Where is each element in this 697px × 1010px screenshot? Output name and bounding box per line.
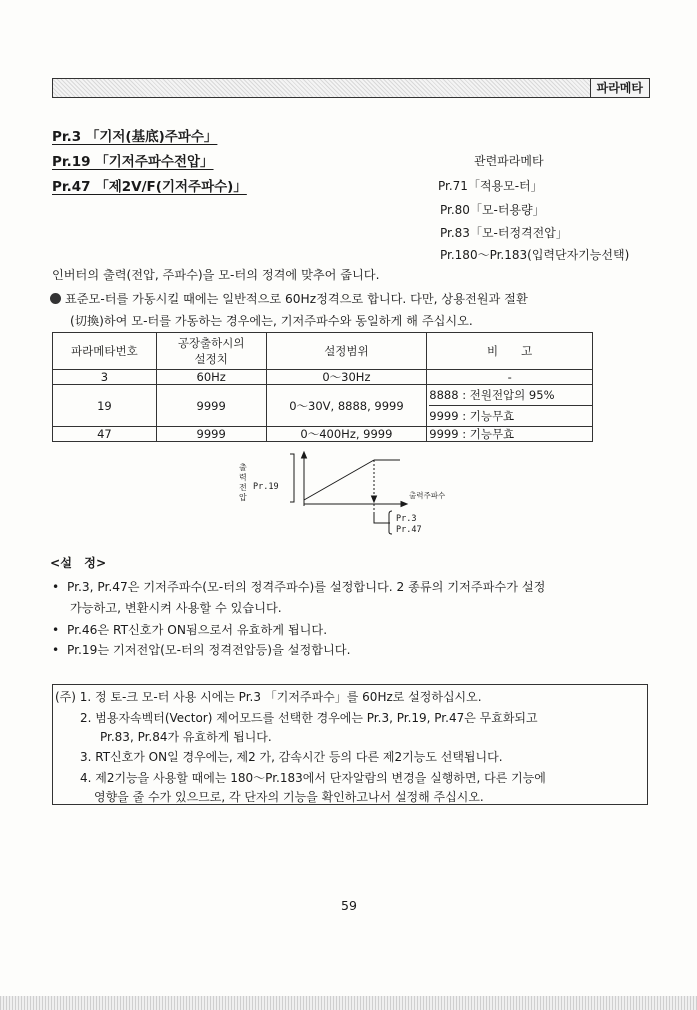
related-param-item: Pr.80「모-터용량」 [440, 203, 545, 217]
section-header-label: 파라메타 [590, 79, 649, 97]
table-row [53, 385, 593, 427]
x-marker-label-2: Pr.47 [396, 525, 422, 535]
bullet-circle-icon [50, 293, 61, 304]
base-frequency-arrow-icon [372, 496, 377, 502]
settings-item-text: Pr.3, Pr.47은 기저주파수(모-터의 정격주파수)를 설정합니다. 2 종류의 기저주파수가 설정 [66, 580, 546, 594]
section-header-bar [52, 78, 650, 98]
y-axis-arrow-icon [302, 452, 307, 458]
settings-item [52, 578, 545, 595]
note-line: 3. RT신호가 ON일 경우에는, 제2 가, 감속시간 등의 다른 제2기능도 선택됩니다. [80, 750, 503, 764]
cell-param: 3 [53, 370, 157, 385]
header-factory-line-1: 공장출하시의 [177, 336, 245, 350]
cell-param: 19 [53, 385, 157, 427]
cell-remarks [427, 385, 593, 427]
cell-range: 0～30V, 8888, 9999 [266, 385, 427, 427]
note-line: Pr.83, Pr.84가 유효하게 됩니다. [100, 730, 272, 744]
cell-range: 0～400Hz, 9999 [266, 427, 427, 442]
cell-remarks: 9999 : 기능무효 [427, 427, 593, 442]
page-number: 59 [341, 898, 357, 913]
bullet-dot-icon: • [52, 643, 60, 657]
title-pr19: Pr.19 「기저주파수전압」 [52, 154, 214, 170]
y-axis-label-char: 력 [239, 473, 247, 482]
cell-factory: 9999 [156, 427, 266, 442]
y-marker-label: Pr.19 [253, 482, 279, 492]
note-line: 영향을 줄 수가 있으므로, 각 단자의 기능을 확인하고나서 설정해 주십시오. [94, 790, 484, 804]
note-line: (주) 1. 정 토-크 모-터 사용 시에는 Pr.3 「기저주파수」를 60Hz로 설정하십시오. [55, 690, 482, 704]
related-param-item: Pr.180～Pr.183(입력단자기능선택) [440, 248, 630, 262]
y-marker-bracket [290, 454, 294, 502]
scan-edge-band [0, 996, 697, 1010]
header-param-no: 파라메타번호 [53, 333, 157, 370]
settings-item-text: Pr.19는 기저전압(모-터의 정격전압등)을 설정합니다. [66, 643, 351, 657]
vf-pattern-diagram [228, 450, 468, 540]
intro-line-2-text: 표준모-터를 가동시킬 때에는 일반적으로 60Hz정격으로 합니다. 다만, 상용전원과 절환 [65, 292, 528, 306]
note-line: 2. 범용자속벡터(Vector) 제어모드를 선택한 경우에는 Pr.3, Pr.19, Pr.47은 무효화되고 [80, 711, 538, 725]
header-setting-range: 설정범위 [266, 333, 427, 370]
x-marker-leader [374, 512, 390, 523]
cell-factory: 9999 [156, 385, 266, 427]
header-factory-setting [156, 333, 266, 370]
intro-line-2 [50, 290, 528, 307]
settings-heading: <설 정> [50, 556, 107, 570]
parameter-table [52, 332, 593, 442]
settings-item [52, 641, 350, 658]
remark-line: 9999 : 기능무효 [429, 405, 592, 426]
bullet-dot-icon: • [52, 623, 60, 637]
remark-line: 8888 : 전원전압의 95% [429, 388, 555, 402]
related-params-heading: 관련파라메타 [474, 154, 544, 168]
note-line: 4. 제2기능을 사용할 때에는 180～Pr.183에서 단자알람의 변경을 실행하면, 다른 기능에 [80, 771, 546, 785]
title-pr3: Pr.3 「기저(基底)주파수」 [52, 129, 218, 145]
x-marker-brace [389, 511, 392, 534]
table-header-row [53, 333, 593, 370]
related-param-item: Pr.83「모-터정격전압」 [440, 226, 568, 240]
title-pr47: Pr.47 「제2V/F(기저주파수)」 [52, 179, 247, 195]
y-axis-label-char: 전 [239, 483, 247, 492]
bullet-dot-icon: • [52, 580, 60, 594]
y-axis-label-char: 압 [239, 493, 247, 502]
x-axis-arrow-icon [401, 502, 407, 507]
header-factory-line-2: 설정치 [194, 352, 228, 366]
table-row [53, 427, 593, 442]
settings-item [52, 621, 327, 638]
cell-remarks: - [427, 370, 593, 385]
x-axis-label: 출력주파수 [409, 491, 446, 500]
related-param-item: Pr.71「적용모-터」 [438, 179, 543, 193]
table-row [53, 370, 593, 385]
y-axis-label-char: 출 [239, 463, 247, 472]
settings-item-continuation: 가능하고, 변환시켜 사용할 수 있습니다. [70, 601, 282, 615]
x-marker-label-1: Pr.3 [396, 514, 417, 524]
header-remarks: 비 고 [427, 333, 593, 370]
intro-line-1: 인버터의 출력(전압, 주파수)을 모-터의 정격에 맞추어 줍니다. [52, 268, 380, 282]
cell-range: 0～30Hz [266, 370, 427, 385]
cell-factory: 60Hz [156, 370, 266, 385]
settings-item-text: Pr.46은 RT신호가 ON됨으로서 유효하게 됩니다. [66, 623, 328, 637]
cell-param: 47 [53, 427, 157, 442]
vf-ramp-line [304, 460, 374, 500]
intro-line-3: (切換)하여 모-터를 가동하는 경우에는, 기저주파수와 동일하게 해 주십시오. [70, 314, 473, 328]
